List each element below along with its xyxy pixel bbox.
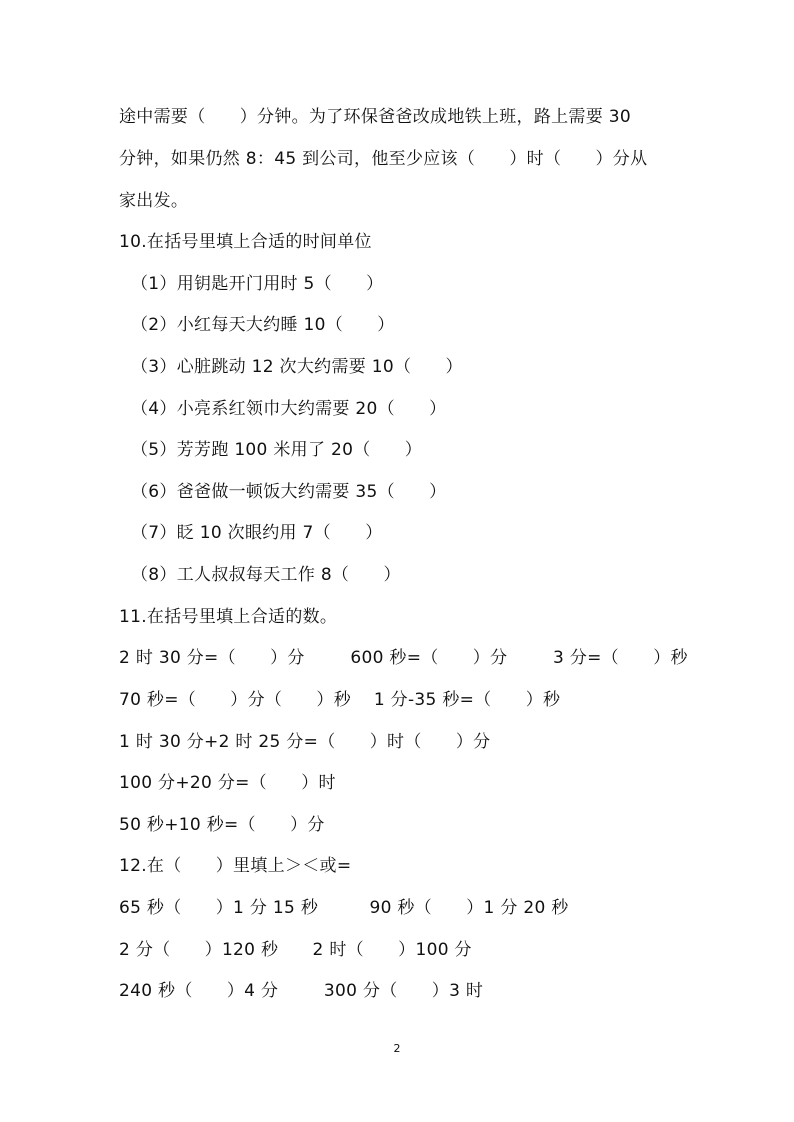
question-10-item-1: （1）用钥匙开门用时 5（ ）: [131, 274, 384, 294]
continuation-line-1: 途中需要（ ）分钟。为了环保爸爸改成地铁上班，路上需要 30: [119, 107, 631, 127]
question-10-item-6: （6）爸爸做一顿饭大约需要 35（ ）: [131, 482, 447, 502]
question-12-item-3: 240 秒（ ）4 分 300 分（ ）3 时: [119, 981, 484, 1001]
question-10-heading: 10.在括号里填上合适的时间单位: [119, 232, 372, 252]
question-11-item-4: 100 分+20 分=（ ）时: [119, 773, 336, 793]
question-10-item-2: （2）小红每天大约睡 10（ ）: [131, 315, 395, 335]
continuation-line-2: 分钟，如果仍然 8：45 到公司，他至少应该（ ）时（ ）分从: [119, 149, 648, 169]
question-11-item-5: 50 秒+10 秒=（ ）分: [119, 815, 325, 835]
question-11-item-2: 70 秒=（ ）分（ ）秒 1 分-35 秒=（ ）秒: [119, 690, 561, 710]
question-10-item-8: （8）工人叔叔每天工作 8（ ）: [131, 565, 401, 585]
question-11-item-3: 1 时 30 分+2 时 25 分=（ ）时（ ）分: [119, 732, 491, 752]
page-number: 2: [393, 1042, 401, 1055]
question-11-item-1: 2 时 30 分=（ ）分 600 秒=（ ）分 3 分=（ ）秒: [119, 648, 688, 668]
question-12-item-2: 2 分（ ）120 秒 2 时（ ）100 分: [119, 940, 472, 960]
question-12-heading: 12.在（ ）里填上＞＜或=: [119, 856, 352, 876]
question-11-heading: 11.在括号里填上合适的数。: [119, 607, 338, 627]
continuation-line-3: 家出发。: [119, 191, 189, 211]
question-10-item-4: （4）小亮系红领巾大约需要 20（ ）: [131, 399, 447, 419]
question-10-item-3: （3）心脏跳动 12 次大约需要 10（ ）: [131, 357, 463, 377]
question-12-item-1: 65 秒（ ）1 分 15 秒 90 秒（ ）1 分 20 秒: [119, 898, 569, 918]
question-10-item-5: （5）芳芳跑 100 米用了 20（ ）: [131, 440, 423, 460]
question-10-item-7: （7）眨 10 次眼约用 7（ ）: [131, 523, 383, 543]
